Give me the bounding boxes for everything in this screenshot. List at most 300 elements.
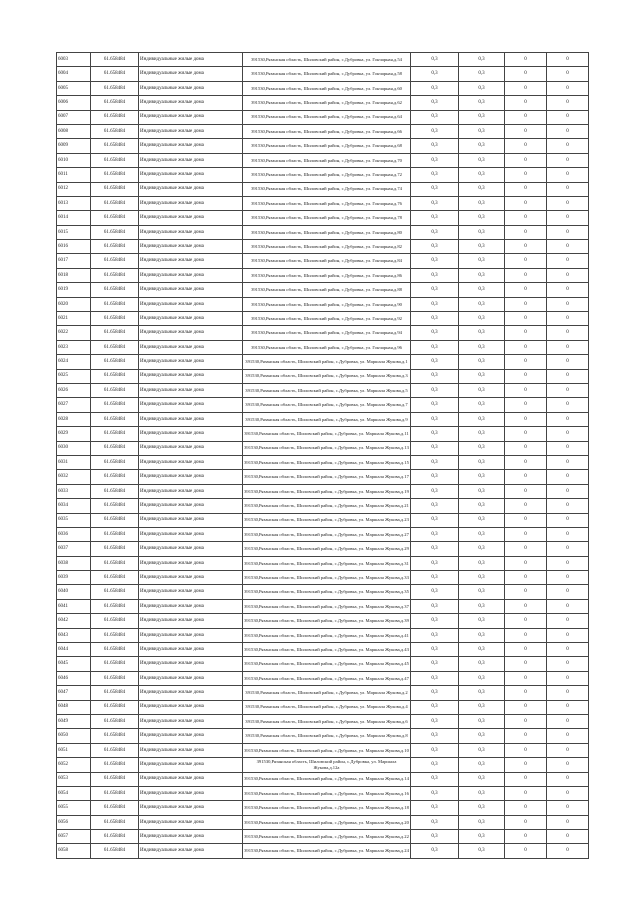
row-number: 6058 [57,844,91,858]
value-2: 0,3 [459,801,505,815]
object-type: Индивидуальные жилые дома [139,628,243,642]
value-2: 0,3 [459,585,505,599]
object-code: 61.658484 [91,657,139,671]
row-number: 6044 [57,643,91,657]
value-1: 0,3 [411,297,459,311]
object-address: 391530,Рязанская область, Шиловский район, с.Дубровка, ул. Гончарная,д.96 [243,340,411,354]
object-address: 391530,Рязанская область, Шиловский район, с.Дубровка, ул. Гончарная,д.70 [243,153,411,167]
value-3: 0 [505,383,547,397]
value-1: 0,3 [411,383,459,397]
object-type: Индивидуальные жилые дома [139,556,243,570]
object-code: 61.658484 [91,772,139,786]
value-2: 0,3 [459,815,505,829]
value-3: 0 [505,254,547,268]
row-number: 6027 [57,398,91,412]
value-3: 0 [505,686,547,700]
object-code: 61.658484 [91,815,139,829]
value-3: 0 [505,53,547,67]
table-row [57,614,589,628]
value-1: 0,3 [411,225,459,239]
row-number: 6047 [57,686,91,700]
value-4: 0 [547,110,589,124]
object-address: 391530,Рязанская область, Шиловский район, с.Дубровка, ул. Маршала Жукова,д.17 [243,470,411,484]
table-row [57,355,589,369]
value-3: 0 [505,729,547,743]
value-2: 0,3 [459,470,505,484]
value-3: 0 [505,225,547,239]
object-address: 391530,Рязанская область, Шиловский район, с.Дубровка, ул. Маршала Жукова,д.18 [243,801,411,815]
value-1: 0,3 [411,441,459,455]
object-code: 61.658484 [91,628,139,642]
object-type: Индивидуальные жилые дома [139,786,243,800]
value-1: 0,3 [411,283,459,297]
object-code: 61.658484 [91,700,139,714]
table-row [57,513,589,527]
object-code: 61.658484 [91,254,139,268]
value-2: 0,3 [459,743,505,757]
object-address: 391530,Рязанская область, Шиловский район, с.Дубровка, ул. Маршала Жукова,д.20 [243,815,411,829]
object-type: Индивидуальные жилые дома [139,643,243,657]
table-row [57,168,589,182]
row-number: 6041 [57,599,91,613]
value-3: 0 [505,67,547,81]
value-3: 0 [505,772,547,786]
value-4: 0 [547,499,589,513]
object-address: 391530,Рязанская область, Шиловский район, с.Дубровка, ул. Гончарная,д.94 [243,326,411,340]
value-4: 0 [547,383,589,397]
value-4: 0 [547,412,589,426]
object-code: 61.658484 [91,499,139,513]
table-row [57,283,589,297]
value-3: 0 [505,671,547,685]
value-2: 0,3 [459,168,505,182]
row-number: 6026 [57,383,91,397]
object-code: 61.658484 [91,110,139,124]
object-type: Индивидуальные жилые дома [139,254,243,268]
value-3: 0 [505,643,547,657]
object-type: Индивидуальные жилые дома [139,657,243,671]
value-3: 0 [505,369,547,383]
table-row [57,657,589,671]
table-row [57,81,589,95]
value-4: 0 [547,427,589,441]
object-type: Индивидуальные жилые дома [139,53,243,67]
table-row [57,815,589,829]
row-number: 6014 [57,211,91,225]
value-4: 0 [547,657,589,671]
row-number: 6025 [57,369,91,383]
value-2: 0,3 [459,268,505,282]
value-4: 0 [547,542,589,556]
value-2: 0,3 [459,283,505,297]
table-row [57,556,589,570]
object-type: Индивидуальные жилые дома [139,182,243,196]
value-1: 0,3 [411,326,459,340]
row-number: 6029 [57,427,91,441]
row-number: 6009 [57,139,91,153]
table-row [57,110,589,124]
table-row [57,643,589,657]
object-code: 61.658484 [91,599,139,613]
object-code: 61.658484 [91,340,139,354]
row-number: 6004 [57,67,91,81]
value-1: 0,3 [411,729,459,743]
object-type: Индивидуальные жилые дома [139,326,243,340]
value-4: 0 [547,599,589,613]
value-3: 0 [505,614,547,628]
table-row [57,527,589,541]
value-4: 0 [547,484,589,498]
value-2: 0,3 [459,571,505,585]
value-4: 0 [547,772,589,786]
value-2: 0,3 [459,53,505,67]
object-address: 391530,Рязанская область, Шиловский район, с.Дубровка, ул. Гончарная,д.68 [243,139,411,153]
object-type: Индивидуальные жилые дома [139,225,243,239]
table-row [57,801,589,815]
table-row [57,743,589,757]
object-code: 61.658484 [91,542,139,556]
object-address: 391530,Рязанская область, Шиловский район, с.Дубровка, ул. Маршала Жукова,д.9 [243,412,411,426]
value-2: 0,3 [459,671,505,685]
value-1: 0,3 [411,801,459,815]
value-1: 0,3 [411,182,459,196]
object-type: Индивидуальные жилые дома [139,383,243,397]
object-address: 391530,Рязанская область, Шиловский район, с.Дубровка, ул. Маршала Жукова,д.45 [243,657,411,671]
object-type: Индивидуальные жилые дома [139,168,243,182]
table-row [57,240,589,254]
table-row [57,571,589,585]
row-number: 6017 [57,254,91,268]
table-row [57,96,589,110]
table-row [57,700,589,714]
object-type: Индивидуальные жилые дома [139,355,243,369]
value-1: 0,3 [411,470,459,484]
value-3: 0 [505,283,547,297]
value-4: 0 [547,686,589,700]
value-4: 0 [547,283,589,297]
value-2: 0,3 [459,110,505,124]
value-2: 0,3 [459,599,505,613]
object-address: 391530,Рязанская область, Шиловский район, с.Дубровка, ул. Маршала Жукова,д.29 [243,542,411,556]
value-4: 0 [547,312,589,326]
row-number: 6012 [57,182,91,196]
value-1: 0,3 [411,815,459,829]
table-row [57,542,589,556]
value-2: 0,3 [459,254,505,268]
value-1: 0,3 [411,643,459,657]
object-type: Индивидуальные жилые дома [139,571,243,585]
value-2: 0,3 [459,355,505,369]
object-code: 61.658484 [91,369,139,383]
object-address: 391530,Рязанская область, Шиловский район, с.Дубровка, ул. Маршала Жукова,д.2 [243,686,411,700]
table-row [57,772,589,786]
object-address: 391530,Рязанская область, Шиловский район, с.Дубровка, ул. Маршала Жукова,д.39 [243,614,411,628]
object-address: 391530,Рязанская область, Шиловский район, с.Дубровка, ул. Гончарная,д.80 [243,225,411,239]
object-code: 61.658484 [91,268,139,282]
value-1: 0,3 [411,369,459,383]
value-4: 0 [547,96,589,110]
value-4: 0 [547,628,589,642]
value-2: 0,3 [459,786,505,800]
object-type: Индивидуальные жилые дома [139,340,243,354]
object-code: 61.658484 [91,743,139,757]
value-3: 0 [505,844,547,858]
object-code: 61.658484 [91,81,139,95]
object-address: 391530,Рязанская область, Шиловский район, с.Дубровка, ул. Маршала Жукова,д.8 [243,729,411,743]
table-row [57,499,589,513]
table-row [57,254,589,268]
value-1: 0,3 [411,585,459,599]
value-4: 0 [547,513,589,527]
value-4: 0 [547,700,589,714]
value-2: 0,3 [459,153,505,167]
table-row [57,599,589,613]
value-3: 0 [505,758,547,772]
object-address: 391530,Рязанская область, Шиловский район, с.Дубровка, ул. Маршала Жукова,д.47 [243,671,411,685]
object-address: 391530,Рязанская область, Шиловский район, с.Дубровка, ул. Маршала Жукова,д.16 [243,786,411,800]
value-1: 0,3 [411,484,459,498]
table-row [57,470,589,484]
object-type: Индивидуальные жилые дома [139,729,243,743]
value-1: 0,3 [411,599,459,613]
row-number: 6053 [57,772,91,786]
value-4: 0 [547,786,589,800]
value-3: 0 [505,628,547,642]
object-type: Индивидуальные жилые дома [139,139,243,153]
value-1: 0,3 [411,700,459,714]
value-3: 0 [505,513,547,527]
value-4: 0 [547,830,589,844]
value-1: 0,3 [411,81,459,95]
object-address: 391530,Рязанская область, Шиловский район, с.Дубровка, ул. Маршала Жукова,д.7 [243,398,411,412]
object-type: Индивидуальные жилые дома [139,153,243,167]
object-address: 391530,Рязанская область, Шиловский район, с.Дубровка, ул. Маршала Жукова,д.37 [243,599,411,613]
value-4: 0 [547,340,589,354]
row-number: 6051 [57,743,91,757]
object-code: 61.658484 [91,139,139,153]
object-type: Индивидуальные жилые дома [139,686,243,700]
object-code: 61.658484 [91,53,139,67]
value-3: 0 [505,312,547,326]
row-number: 6006 [57,96,91,110]
object-address: 391530,Рязанская область, Шиловский район, с.Дубровка, ул. Маршала Жукова,д.19 [243,484,411,498]
object-address: 391530,Рязанская область, Шиловский район, с.Дубровка, ул. Маршала Жукова,д.14 [243,772,411,786]
value-3: 0 [505,326,547,340]
value-2: 0,3 [459,830,505,844]
table-row [57,484,589,498]
value-1: 0,3 [411,53,459,67]
table-row [57,427,589,441]
object-type: Индивидуальные жилые дома [139,211,243,225]
value-2: 0,3 [459,700,505,714]
table-row [57,830,589,844]
value-2: 0,3 [459,124,505,138]
table-row [57,686,589,700]
row-number: 6042 [57,614,91,628]
object-type: Индивидуальные жилые дома [139,772,243,786]
value-2: 0,3 [459,326,505,340]
value-3: 0 [505,139,547,153]
row-number: 6016 [57,240,91,254]
value-3: 0 [505,297,547,311]
object-address: 391530,Рязанская область, Шиловский район, с.Дубровка, ул. Маршала Жукова,д.5 [243,383,411,397]
table-row [57,211,589,225]
value-2: 0,3 [459,643,505,657]
object-address: 391530,Рязанская область, Шиловский район, с.Дубровка, ул. Маршала Жукова,д.1 [243,355,411,369]
object-code: 61.658484 [91,153,139,167]
row-number: 6039 [57,571,91,585]
object-address: 391530,Рязанская область, Шиловский район, с.Дубровка, ул. Маршала Жукова,д.21 [243,499,411,513]
object-type: Индивидуальные жилые дома [139,398,243,412]
object-type: Индивидуальные жилые дома [139,671,243,685]
value-3: 0 [505,398,547,412]
object-type: Индивидуальные жилые дома [139,427,243,441]
value-4: 0 [547,67,589,81]
value-3: 0 [505,268,547,282]
object-address: 391530,Рязанская область, Шиловский район, с.Дубровка, ул. Гончарная,д.86 [243,268,411,282]
object-address: 391530,Рязанская область, Шиловский район, с.Дубровка, ул. Маршала Жукова,д.23 [243,513,411,527]
value-4: 0 [547,556,589,570]
object-type: Индивидуальные жилые дома [139,844,243,858]
object-type: Индивидуальные жилые дома [139,470,243,484]
object-address: 391530,Рязанская область, Шиловский район, с.Дубровка, ул. Маршала Жукова,д.11 [243,427,411,441]
value-2: 0,3 [459,67,505,81]
row-number: 6015 [57,225,91,239]
row-number: 6005 [57,81,91,95]
value-2: 0,3 [459,412,505,426]
value-2: 0,3 [459,441,505,455]
row-number: 6030 [57,441,91,455]
value-3: 0 [505,786,547,800]
row-number: 6040 [57,585,91,599]
value-4: 0 [547,240,589,254]
value-4: 0 [547,369,589,383]
value-1: 0,3 [411,527,459,541]
object-code: 61.658484 [91,355,139,369]
object-address: 391530,Рязанская область, Шиловский район, с.Дубровка, ул. Маршала Жукова,д.3 [243,369,411,383]
object-type: Индивидуальные жилые дома [139,455,243,469]
object-type: Индивидуальные жилые дома [139,743,243,757]
value-3: 0 [505,527,547,541]
row-number: 6050 [57,729,91,743]
value-2: 0,3 [459,513,505,527]
table-row [57,383,589,397]
object-code: 61.658484 [91,556,139,570]
table-row [57,67,589,81]
row-number: 6046 [57,671,91,685]
object-code: 61.658484 [91,585,139,599]
value-3: 0 [505,700,547,714]
value-1: 0,3 [411,427,459,441]
table-row [57,786,589,800]
value-1: 0,3 [411,455,459,469]
row-number: 6023 [57,340,91,354]
value-4: 0 [547,268,589,282]
table-row [57,182,589,196]
value-1: 0,3 [411,743,459,757]
value-3: 0 [505,96,547,110]
value-4: 0 [547,470,589,484]
object-type: Индивидуальные жилые дома [139,585,243,599]
object-code: 61.658484 [91,758,139,772]
value-3: 0 [505,153,547,167]
object-address: 391530,Рязанская область, Шиловский район, с.Дубровка, ул. Маршала Жукова,д.33 [243,571,411,585]
table-row [57,369,589,383]
object-address: 391530,Рязанская область, Шиловский район, с.Дубровка, ул. Маршала Жукова,д.31 [243,556,411,570]
value-2: 0,3 [459,758,505,772]
object-type: Индивидуальные жилые дома [139,412,243,426]
value-4: 0 [547,254,589,268]
value-3: 0 [505,182,547,196]
table-row [57,139,589,153]
object-code: 61.658484 [91,67,139,81]
value-4: 0 [547,398,589,412]
object-address: 391530,Рязанская область, Шиловский район, с.Дубровка, ул. Маршала Жукова,д.4 [243,700,411,714]
object-code: 61.658484 [91,196,139,210]
value-2: 0,3 [459,729,505,743]
row-number: 6018 [57,268,91,282]
value-1: 0,3 [411,153,459,167]
value-2: 0,3 [459,714,505,728]
value-1: 0,3 [411,499,459,513]
value-4: 0 [547,81,589,95]
value-3: 0 [505,81,547,95]
table-row [57,53,589,67]
value-1: 0,3 [411,571,459,585]
value-4: 0 [547,153,589,167]
row-number: 6024 [57,355,91,369]
value-4: 0 [547,571,589,585]
value-4: 0 [547,124,589,138]
value-2: 0,3 [459,427,505,441]
object-code: 61.658484 [91,96,139,110]
object-code: 61.658484 [91,844,139,858]
value-4: 0 [547,455,589,469]
value-2: 0,3 [459,614,505,628]
object-type: Индивидуальные жилые дома [139,714,243,728]
row-number: 6028 [57,412,91,426]
value-1: 0,3 [411,110,459,124]
row-number: 6037 [57,542,91,556]
value-2: 0,3 [459,499,505,513]
value-3: 0 [505,542,547,556]
object-code: 61.658484 [91,527,139,541]
object-type: Индивидуальные жилые дома [139,81,243,95]
value-3: 0 [505,657,547,671]
value-2: 0,3 [459,297,505,311]
object-address: 391530,Рязанская область, Шиловский район, с.Дубровка, ул. Гончарная,д.92 [243,312,411,326]
row-number: 6054 [57,786,91,800]
object-code: 61.658484 [91,168,139,182]
object-address: 391530,Рязанская область, Шиловский район, с.Дубровка, ул. Гончарная,д.72 [243,168,411,182]
value-2: 0,3 [459,182,505,196]
value-3: 0 [505,124,547,138]
value-1: 0,3 [411,96,459,110]
value-1: 0,3 [411,240,459,254]
object-address: 391530,Рязанская область, Шиловский район, с.Дубровка, ул. Маршала Жукова,д.43 [243,643,411,657]
table-row [57,153,589,167]
row-number: 6048 [57,700,91,714]
value-4: 0 [547,139,589,153]
object-code: 61.658484 [91,211,139,225]
value-3: 0 [505,484,547,498]
value-4: 0 [547,297,589,311]
value-4: 0 [547,729,589,743]
object-address: 391530,Рязанская область, Шиловский район, с.Дубровка, ул. Маршала Жукова,д.27 [243,527,411,541]
value-1: 0,3 [411,614,459,628]
value-1: 0,3 [411,686,459,700]
object-address: 391530,Рязанская область, Шиловский район, с.Дубровка, ул. Маршала Жукова,д.22 [243,830,411,844]
